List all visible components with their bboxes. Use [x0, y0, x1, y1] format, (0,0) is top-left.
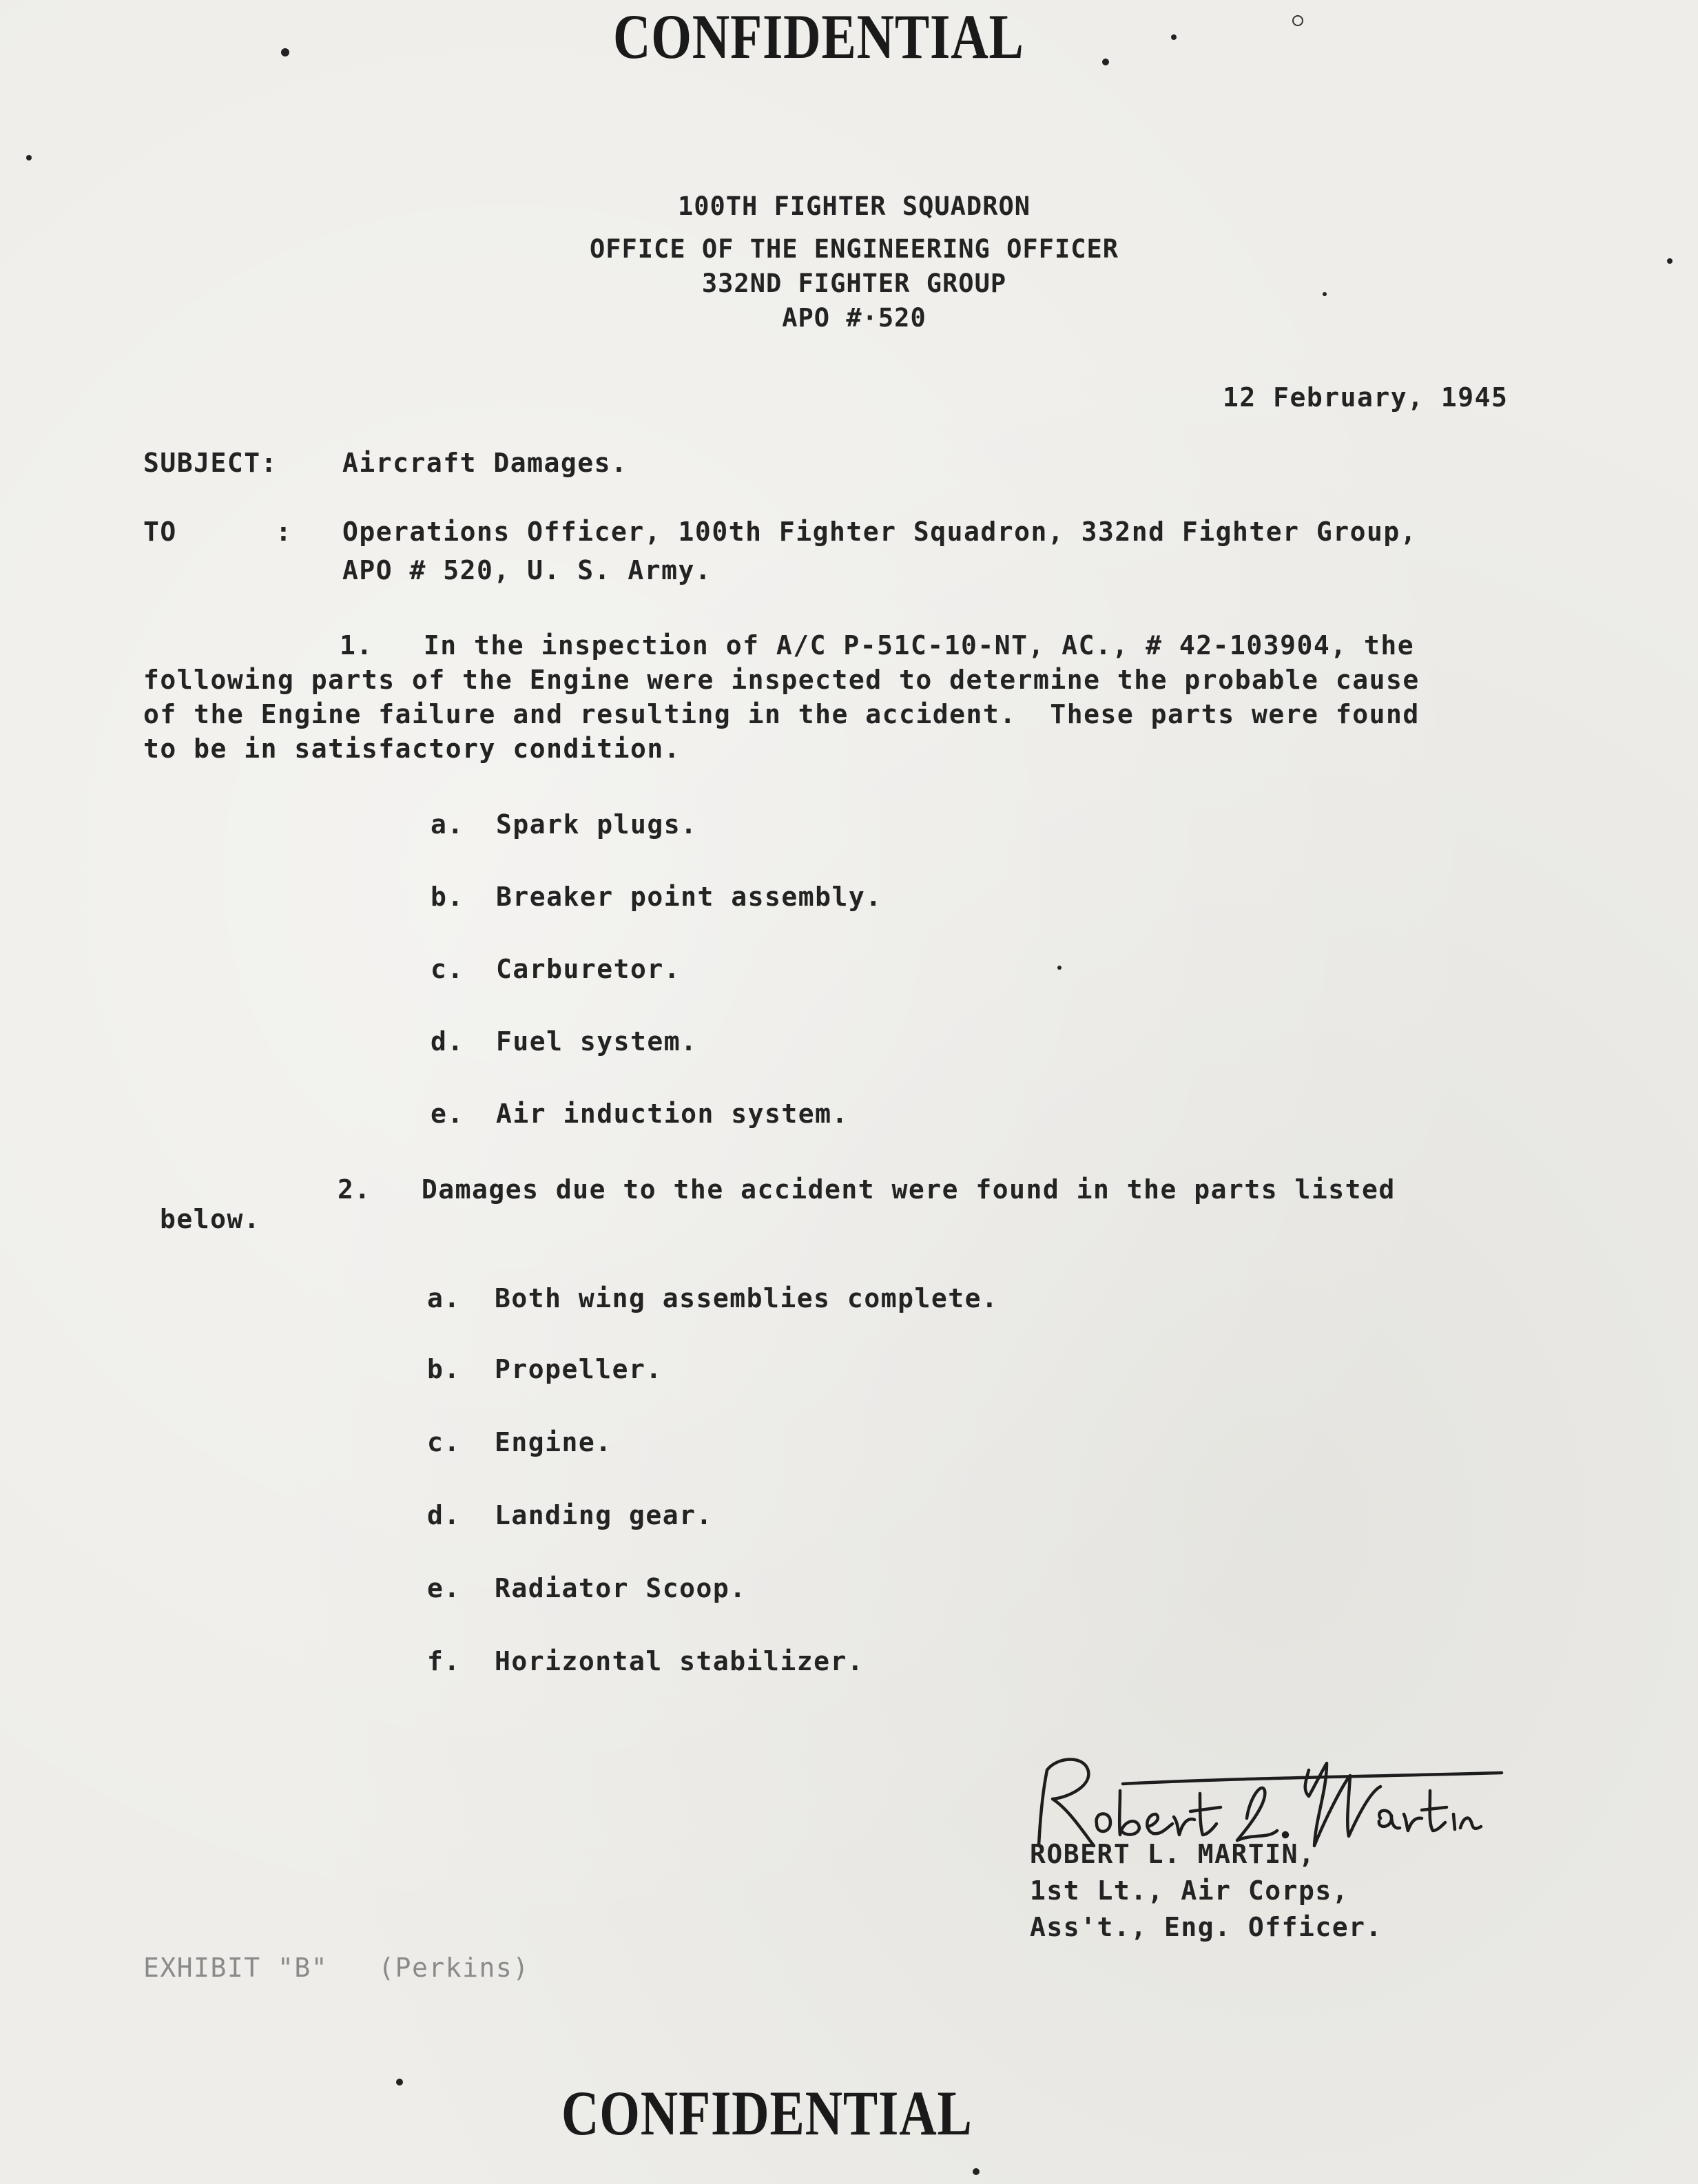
list-item-letter: d. [427, 1500, 461, 1530]
ink-speck [396, 2079, 403, 2086]
ink-speck [26, 155, 32, 160]
ink-speck [1667, 258, 1673, 264]
list-item-letter: b. [431, 882, 464, 912]
exhibit-label: EXHIBIT "B" (Perkins) [143, 1953, 530, 1983]
list-item: Both wing assemblies complete. [495, 1283, 999, 1313]
list-item: Fuel system. [496, 1026, 698, 1057]
signature-title: Ass't., Eng. Officer. [1030, 1912, 1383, 1942]
list-item: Air induction system. [496, 1099, 849, 1129]
to-line-2: APO # 520, U. S. Army. [342, 555, 712, 585]
list-item: Landing gear. [495, 1500, 713, 1530]
ink-speck [1102, 59, 1109, 65]
para2-line-2: below. [160, 1204, 261, 1234]
header-squadron: 100TH FIGHTER SQUADRON [677, 191, 1031, 221]
list-item: Radiator Scoop. [495, 1573, 747, 1603]
ink-ring [1292, 15, 1303, 26]
list-item-letter: c. [431, 954, 464, 984]
document-date: 12 February, 1945 [1223, 382, 1509, 413]
ink-speck [1171, 34, 1177, 40]
list-item-letter: e. [427, 1573, 461, 1603]
signature-name: ROBERT L. MARTIN, [1030, 1839, 1316, 1869]
subject-label: SUBJECT: [143, 448, 278, 478]
to-colon: : [276, 517, 293, 547]
list-item: Engine. [495, 1427, 612, 1457]
list-item-letter: d. [431, 1026, 464, 1057]
para2-line-1: 2. Damages due to the accident were found in the parts listed [338, 1174, 1396, 1205]
list-item: Propeller. [495, 1354, 663, 1384]
list-item-letter: a. [431, 809, 464, 840]
list-item: Horizontal stabilizer. [495, 1646, 864, 1676]
ink-speck [1323, 292, 1327, 296]
subject-text: Aircraft Damages. [342, 448, 628, 478]
header-office: OFFICE OF THE ENGINEERING OFFICER [589, 234, 1119, 264]
list-item-letter: e. [431, 1099, 464, 1129]
confidential-stamp-bottom: CONFIDENTIAL [561, 2078, 973, 2148]
header-group: 332ND FIGHTER GROUP [701, 269, 1007, 298]
list-item: Breaker point assembly. [496, 882, 882, 912]
header-apo: APO #·520 [782, 303, 926, 333]
para1-line-4: to be in satisfactory condition. [143, 734, 681, 764]
list-item-letter: c. [427, 1427, 461, 1457]
list-item-letter: f. [427, 1646, 461, 1676]
confidential-stamp-top: CONFIDENTIAL [613, 1, 1024, 72]
to-line-1: Operations Officer, 100th Fighter Squadron, 332nd Fighter Group, [342, 517, 1418, 547]
list-item-letter: b. [427, 1354, 461, 1384]
ink-speck [973, 2168, 980, 2175]
ink-speck [1057, 966, 1062, 970]
list-item: Carburetor. [496, 954, 681, 984]
list-item-letter: a. [427, 1283, 461, 1313]
ink-speck [281, 48, 289, 56]
para1-line-1: 1. In the inspection of A/C P-51C-10-NT, AC., # 42-103904, the [340, 630, 1415, 661]
to-label: TO [143, 517, 177, 547]
list-item: Spark plugs. [496, 809, 698, 840]
signature-rank: 1st Lt., Air Corps, [1030, 1875, 1349, 1906]
para1-line-3: of the Engine failure and resulting in the accident. These parts were found [143, 699, 1420, 729]
para1-line-2: following parts of the Engine were inspected to determine the probable cause [143, 665, 1420, 695]
